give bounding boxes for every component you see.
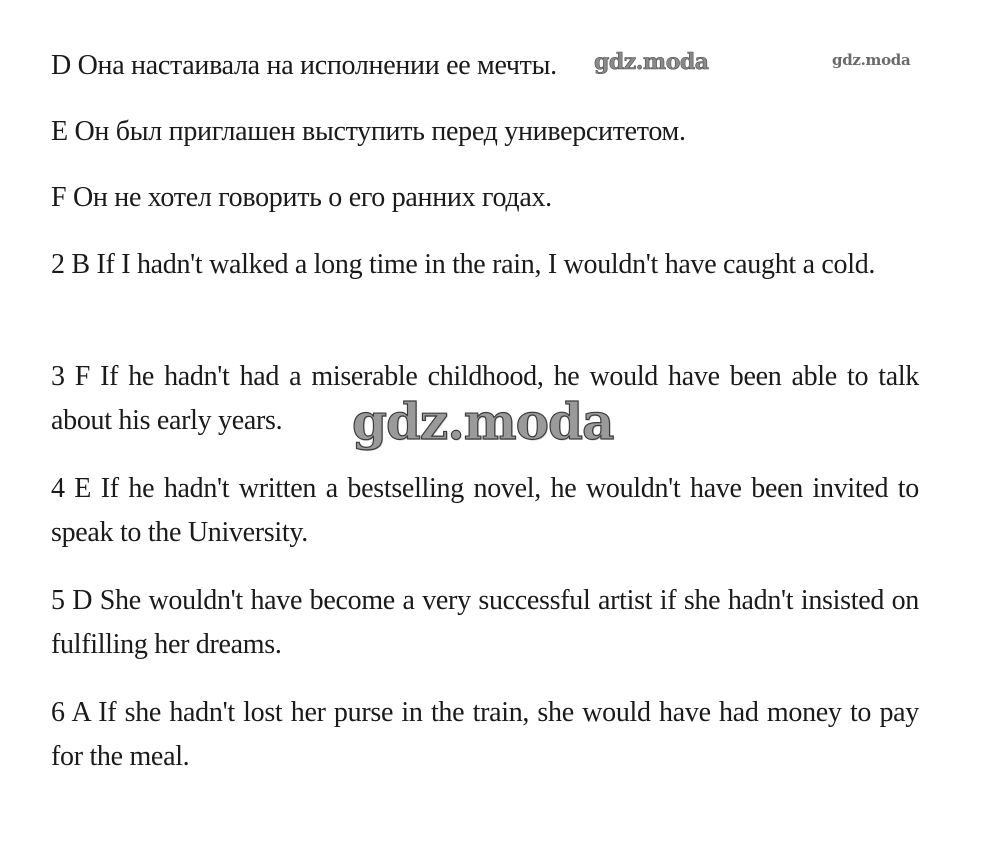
answer-item-6: 6 A If she hadn't lost her purse in the train, she would have had money to pay for the meal. [51, 697, 919, 772]
answer-line-e: E Он был приглашен выступить перед университетом. [51, 116, 686, 147]
answer-item-5: 5 D She wouldn't have become a very successful artist if she hadn't insisted on fulfilling her dreams. [51, 585, 919, 660]
answer-line-d: D Она настаивала на исполнении ее мечты. [51, 50, 557, 81]
answer-line-f: F Он не хотел говорить о его ранних годах. [51, 182, 552, 213]
watermark-large: gdz.moda [352, 392, 614, 451]
answer-item-4: 4 E If he hadn't written a bestselling novel, he wouldn't have been invited to speak to the University. [51, 473, 919, 548]
watermark-corner: gdz.moda [832, 51, 911, 69]
answer-item-3: 3 F If he hadn't had a miserable childhood, he would have been able to talk about his early years. [51, 361, 919, 436]
answer-item-2: 2 B If I hadn't walked a long time in the rain, I wouldn't have caught a cold. [51, 249, 876, 280]
watermark-inline: gdz.moda [594, 49, 709, 75]
